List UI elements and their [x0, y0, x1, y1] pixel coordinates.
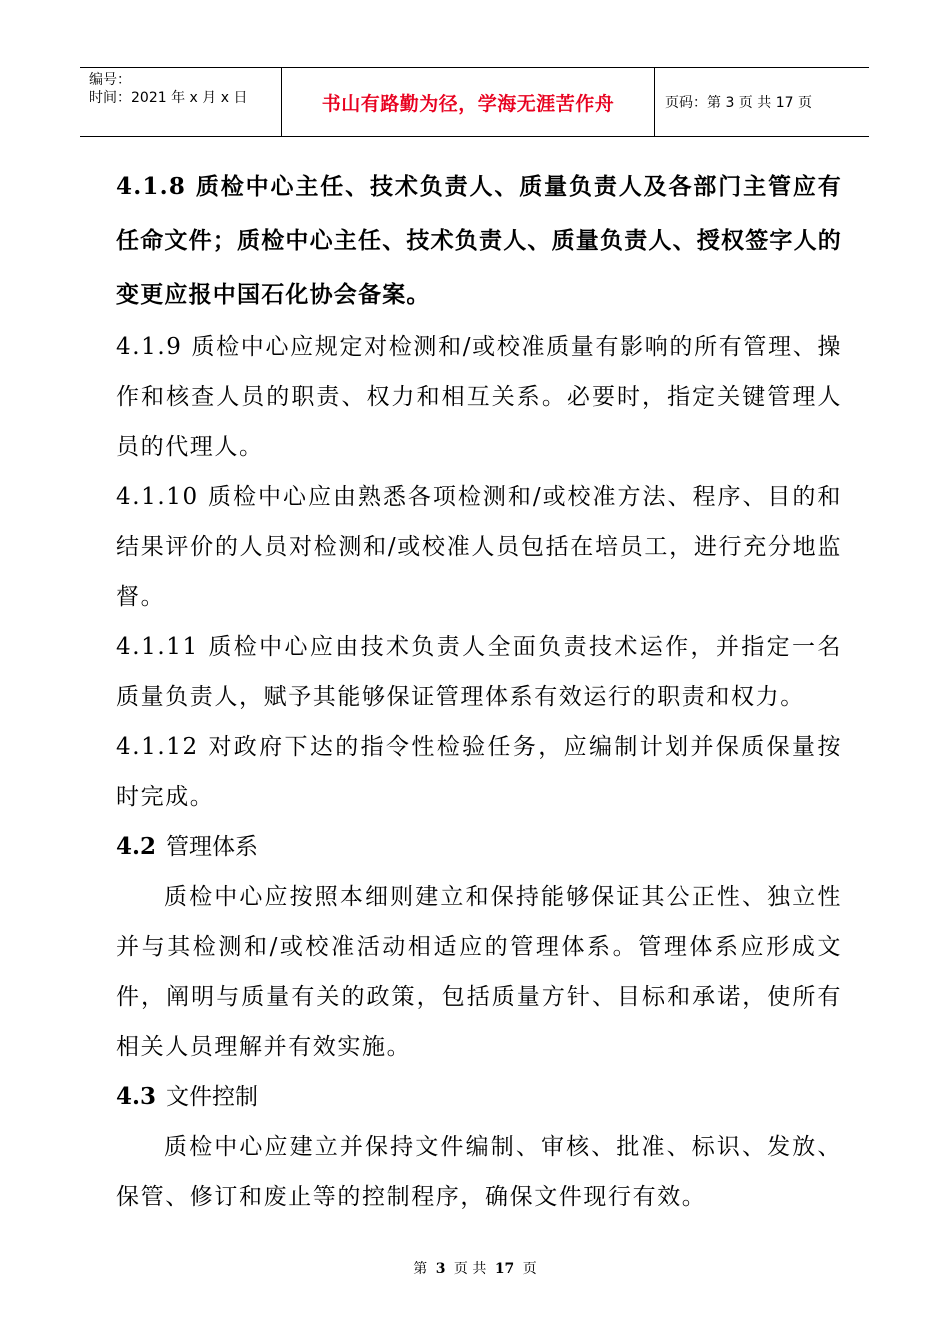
section-title: 文件控制 — [166, 1084, 259, 1110]
clause-4-1-12: 4.1.12 对政府下达的指令性检验任务，应编制计划并保质保量按时完成。 — [116, 734, 842, 810]
section-number: 4.3 — [116, 1083, 157, 1110]
header-meta-cell — [80, 68, 282, 136]
footer-prefix: 第 — [413, 1261, 428, 1277]
document-time-label: 时间：2021 年 x 月 x 日 — [89, 90, 248, 106]
footer-total-pages: 17 — [494, 1261, 515, 1277]
section-4-2-body: 质检中心应按照本细则建立和保持能够保证其公正性、独立性并与其检测和/或校准活动相适应的管理体系。管理体系应形成文件，阐明与质量有关的政策，包括质量方针、目标和承诺，使所有相关人员理解并有效实施。 — [116, 884, 842, 1060]
page-footer — [0, 1258, 950, 1278]
header-page-cell — [655, 68, 869, 136]
section-number: 4.2 — [116, 833, 157, 860]
footer-mid: 页 共 — [453, 1261, 487, 1277]
clause-4-1-11: 4.1.11 质检中心应由技术负责人全面负责技术运作，并指定一名质量负责人，赋予其能够保证管理体系有效运行的职责和权力。 — [116, 634, 842, 710]
clause-4-1-8: 4.1.8 质检中心主任、技术负责人、质量负责人及各部门主管应有任命文件；质检中心主任、技术负责人、质量负责人、授权签字人的变更应报中国石化协会备案。 — [116, 173, 842, 308]
footer-suffix: 页 — [522, 1261, 537, 1277]
document-body — [116, 160, 842, 1222]
clause-4-1-10: 4.1.10 质检中心应由熟悉各项检测和/或校准方法、程序、目的和结果评价的人员对检测和/或校准人员包括在培员工，进行充分地监督。 — [116, 484, 842, 610]
clause-4-1-9: 4.1.9 质检中心应规定对检测和/或校准质量有影响的所有管理、操作和核查人员的职责、权力和相互关系。必要时，指定关键管理人员的代理人。 — [116, 334, 842, 460]
header-slogan-cell — [282, 68, 655, 136]
document-number-label: 编号： — [89, 72, 131, 88]
header-slogan: 书山有路勤为径，学海无涯苦作舟 — [321, 92, 615, 115]
header-page-info: 页码：第 3 页 共 17 页 — [665, 95, 812, 111]
page-header — [80, 67, 869, 137]
section-heading-4-2 — [116, 822, 842, 872]
footer-current-page: 3 — [435, 1261, 446, 1277]
section-4-3-body: 质检中心应建立并保持文件编制、审核、批准、标识、发放、保管、修订和废止等的控制程序，确保文件现行有效。 — [116, 1134, 842, 1210]
section-heading-4-3 — [116, 1072, 842, 1122]
section-title: 管理体系 — [166, 834, 259, 860]
